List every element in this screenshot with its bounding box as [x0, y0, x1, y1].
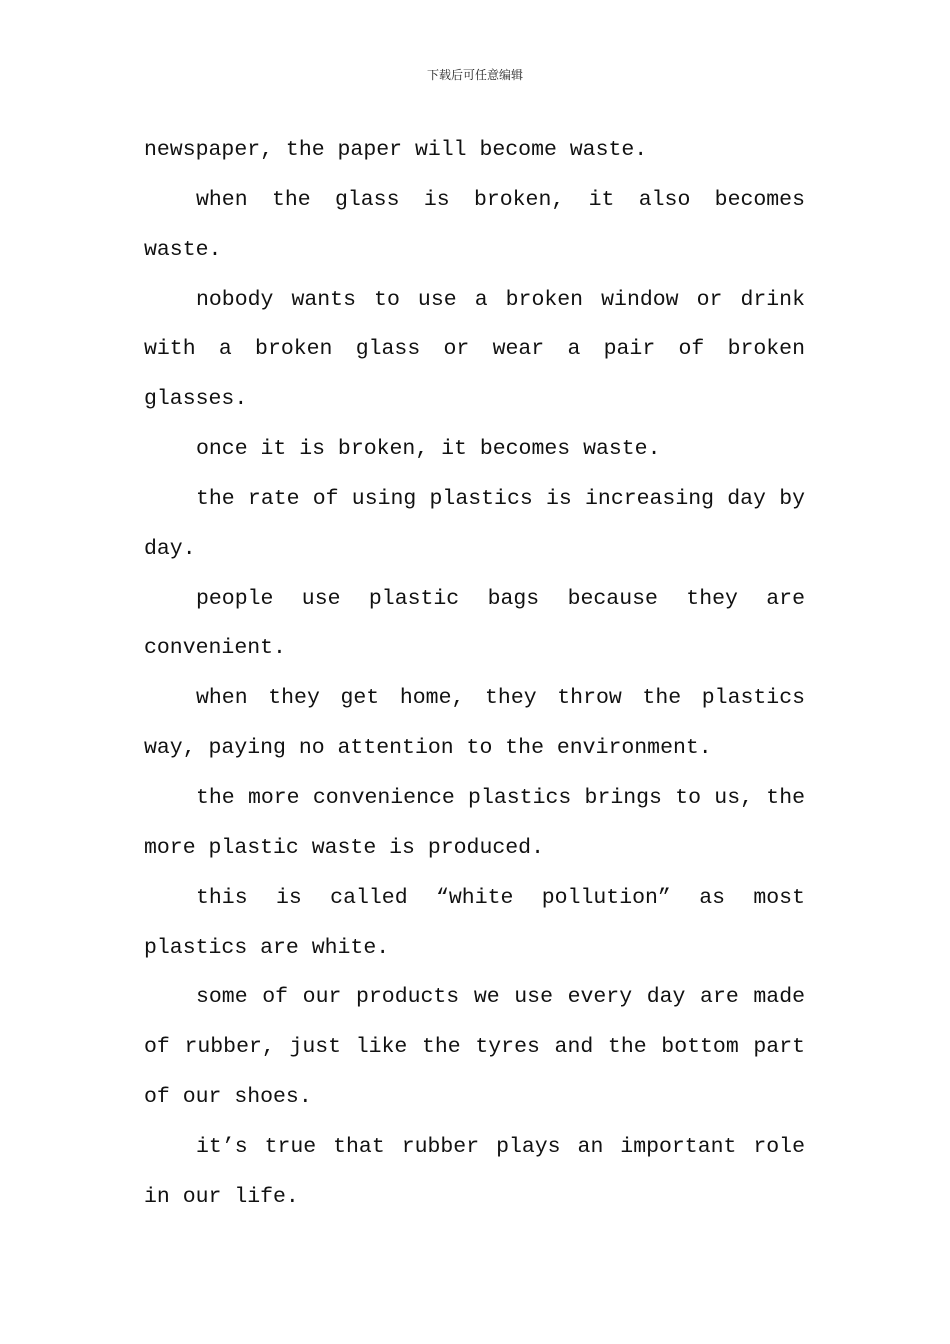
page-header: 下载后可任意编辑 — [426, 68, 523, 82]
paragraph-4: once it is broken, it becomes waste. — [196, 437, 661, 462]
paragraph-3: nobody wants to use a broken window or drink with a broken glass or wear a pair of broken glasses. — [144, 287, 805, 412]
paragraph-9: this is called “white pollution” as most plastics are white. — [144, 885, 805, 960]
paragraph-6: people use plastic bags because they are convenient. — [144, 586, 805, 661]
paragraph-5: the rate of using plastics is increasing day by day. — [144, 486, 805, 561]
paragraph-10: some of our products we use every day are made of rubber, just like the tyres and the bottom part of our shoes. — [144, 985, 805, 1110]
paragraph-8: the more convenience plastics brings to us, the more plastic waste is produced. — [144, 785, 805, 860]
paragraph-11: it’s true that rubber plays an important role in our life. — [144, 1134, 805, 1209]
paragraph-2: when the glass is broken, it also becomes waste. — [144, 187, 805, 262]
paragraph-1: newspaper, the paper will become waste. — [144, 138, 648, 162]
paragraph-7: when they get home, they throw the plastics way, paying no attention to the environment. — [144, 686, 805, 761]
document-body — [144, 126, 805, 1223]
